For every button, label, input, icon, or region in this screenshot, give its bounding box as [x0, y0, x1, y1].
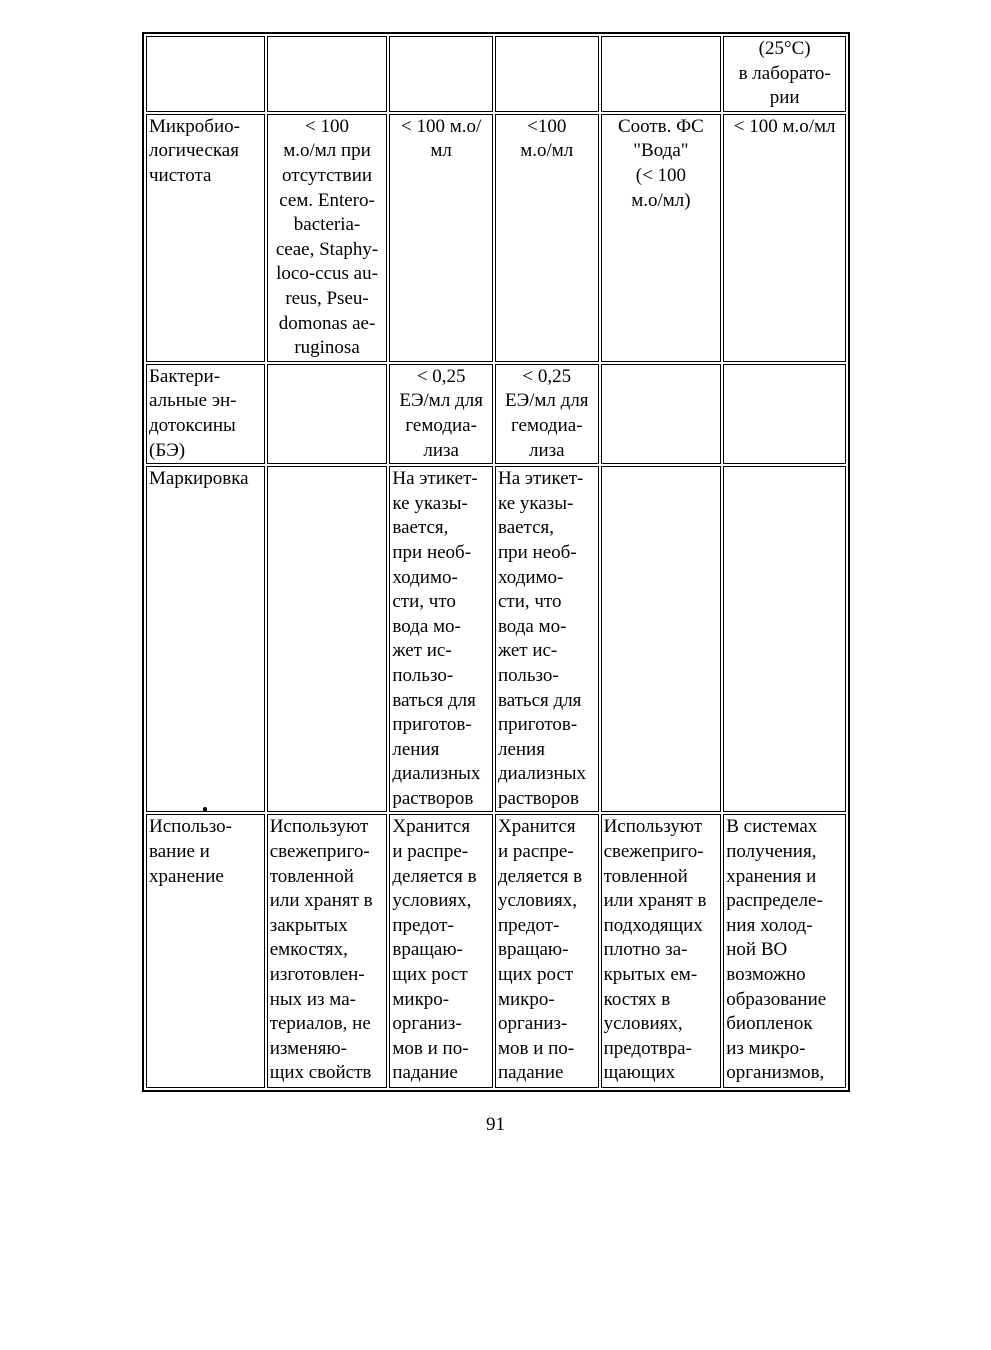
table-cell: [267, 364, 388, 464]
header-cell-1: [146, 36, 265, 112]
table-cell: [267, 466, 388, 812]
scan-dot-mark: [203, 807, 207, 812]
table-cell: < 100 м.о/мл при отсутствии сем. Entero- bacteria- ceae, Staphy- loco-ccus au- reus, Pseu- domonas ae- ruginosa: [267, 114, 388, 362]
table-cell: Используют свежеприго- товленной или хранят в закрытых емкостях, изготовлен- ных из ма- териалов, не изменяю- щих свойств: [267, 814, 388, 1088]
table-cell: < 0,25 ЕЭ/мл для гемодиа- лиза: [495, 364, 599, 464]
header-cell-3: [389, 36, 493, 112]
table-row-bacterial-endotoxins: [146, 364, 846, 464]
table-cell: < 0,25 ЕЭ/мл для гемодиа- лиза: [389, 364, 493, 464]
table-cell: [601, 364, 722, 464]
table-cell: В системах получения, хранения и распределе- ния холод- ной ВО возможно образование биопленок из микро- организмов,: [723, 814, 846, 1088]
row-label-microbiological-purity: Микробио- логическая чистота: [146, 114, 265, 362]
row-label-labeling: Маркировка: [146, 466, 265, 812]
table-cell: Используют свежеприго- товленной или хранят в подходящих плотно за- крытых ем- костях в условиях, предотвра- щающих: [601, 814, 722, 1088]
table-cell: На этикет- ке указы- вается, при необ- ходимо- сти, что вода мо- жет ис- пользо- ваться для приготов- ления диализных растворов: [389, 466, 493, 812]
table-header-row: [146, 36, 846, 112]
table-row-labeling: [146, 466, 846, 812]
table-cell: < 100 м.о/ мл: [389, 114, 493, 362]
table-cell: Хранится и распре- деляется в условиях, предот- вращаю- щих рост микро- организ- мов и по- падание: [389, 814, 493, 1088]
table-cell: [601, 466, 722, 812]
table-row-use-and-storage: [146, 814, 846, 1088]
header-cell-temperature: (25°C) в лаборато- рии: [723, 36, 846, 112]
header-cell-2: [267, 36, 388, 112]
table-cell: Соотв. ФС "Вода" (< 100 м.о/мл): [601, 114, 722, 362]
row-label-bacterial-endotoxins: Бактери- альные эн- дотоксины (БЭ): [146, 364, 265, 464]
table-cell: [723, 466, 846, 812]
header-cell-5: [601, 36, 722, 112]
table-cell: На этикет- ке указы- вается, при необ- ходимо- сти, что вода мо- жет ис- пользо- ваться для приготов- ления диализных растворов: [495, 466, 599, 812]
table-cell: Хранится и распре- деляется в условиях, предот- вращаю- щих рост микро- организ- мов и по- падание: [495, 814, 599, 1088]
row-label-use-and-storage: Использо- вание и хранение: [146, 814, 265, 1088]
table-cell: <100 м.о/мл: [495, 114, 599, 362]
table-row-microbiological-purity: [146, 114, 846, 362]
page-number: 91: [486, 1114, 505, 1135]
specification-table: [142, 32, 850, 1092]
table-cell: [723, 364, 846, 464]
header-cell-4: [495, 36, 599, 112]
table-cell: < 100 м.о/мл: [723, 114, 846, 362]
